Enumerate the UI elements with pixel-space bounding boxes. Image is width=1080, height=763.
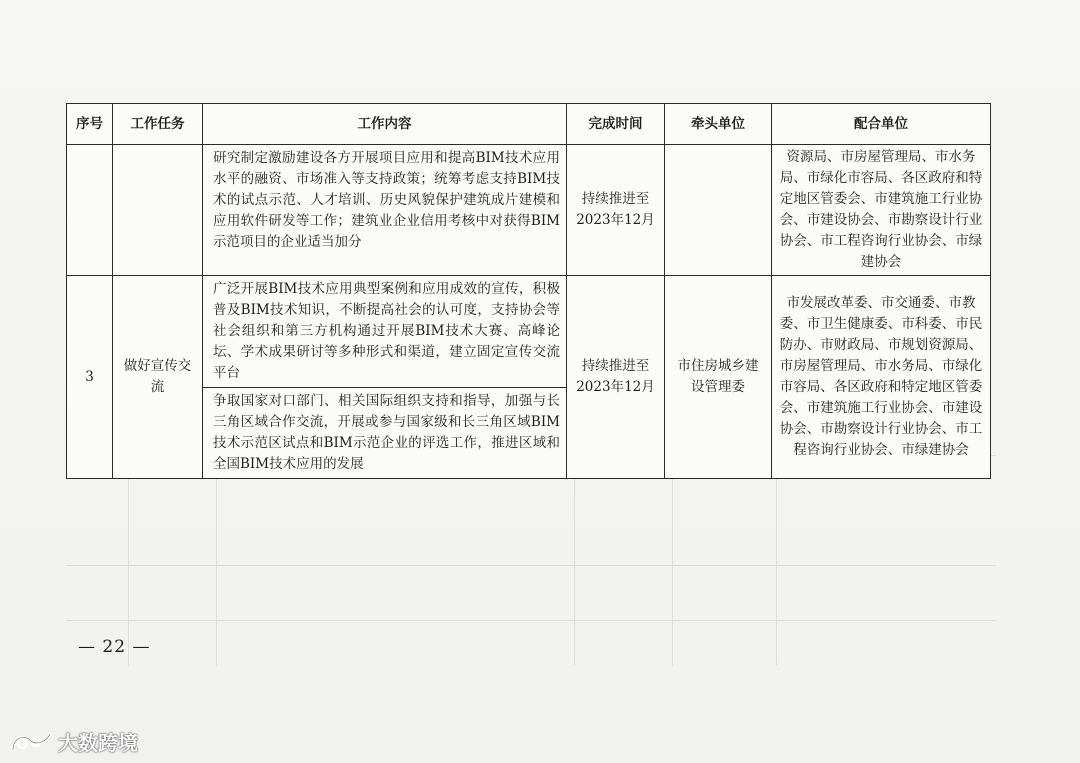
watermark-text: 大数跨境 (58, 731, 138, 755)
row1-lead-unit (665, 145, 772, 276)
bleed-through-table (66, 450, 996, 665)
row1-task (113, 145, 203, 276)
header-deadline: 完成时间 (567, 104, 665, 145)
work-task-table (66, 103, 991, 479)
table-header-row (67, 104, 991, 145)
row2-partner-units: 市发展改革委、市交通委、市教委、市卫生健康委、市科委、市民防办、市财政局、市规划资源局、市房屋管理局、市水务局、市绿化市容局、各区政府和特定地区管委会、市建筑施工行业协会、市建设协会、市勘察设计行业协会、市工程咨询行业协会、市绿建协会 (772, 276, 991, 479)
header-content: 工作内容 (203, 104, 567, 145)
row2-lead-unit: 市住房城乡建设管理委 (665, 276, 772, 479)
row1-index (67, 145, 113, 276)
row2-index: 3 (67, 276, 113, 479)
row2-deadline: 持续推进至2023年12月 (567, 276, 665, 479)
header-task: 工作任务 (113, 104, 203, 145)
header-index: 序号 (67, 104, 113, 145)
table-row (67, 276, 991, 479)
row2-content-part-a: 广泛开展BIM技术应用典型案例和应用成效的宣传，积极普及BIM技术知识，不断提高社会的认可度，支持协会等社会组织和第三方机构通过开展BIM技术大赛、高峰论坛、学术成果研讨等多种形式和渠道，建立固定宣传交流平台 (203, 276, 566, 388)
row1-partner-units: 资源局、市房屋管理局、市水务局、市绿化市容局、各区政府和特定地区管委会、市建筑施工行业协会、市建设协会、市勘察设计行业协会、市工程咨询行业协会、市绿建协会 (772, 145, 991, 276)
row1-deadline: 持续推进至2023年12月 (567, 145, 665, 276)
row2-content-part-b: 争取国家对口部门、相关国际组织支持和指导，加强与长三角区域合作交流，开展或参与国家级和长三角区域BIM技术示范区试点和BIM示范企业的评选工作，推进区域和全国BIM技术应用的发展 (213, 393, 560, 472)
header-lead-unit: 牵头单位 (665, 104, 772, 145)
row2-task: 做好宣传交流 (113, 276, 203, 479)
header-partner-units: 配合单位 (772, 104, 991, 145)
watermark (10, 727, 138, 756)
page-number: — 22 — (78, 637, 151, 657)
row1-content: 研究制定激励建设各方开展项目应用和提高BIM技术应用水平的融资、市场准入等支持政策；统筹考虑支持BIM技术的试点示范、人才培训、历史风貌保护建筑成片建模和应用软件研发等工作；建筑业企业信用考核中对获得BIM示范项目的企业适当加分 (203, 145, 567, 276)
row2-content-cell (203, 276, 567, 479)
logo-icon (10, 730, 54, 754)
table-row (67, 145, 991, 276)
